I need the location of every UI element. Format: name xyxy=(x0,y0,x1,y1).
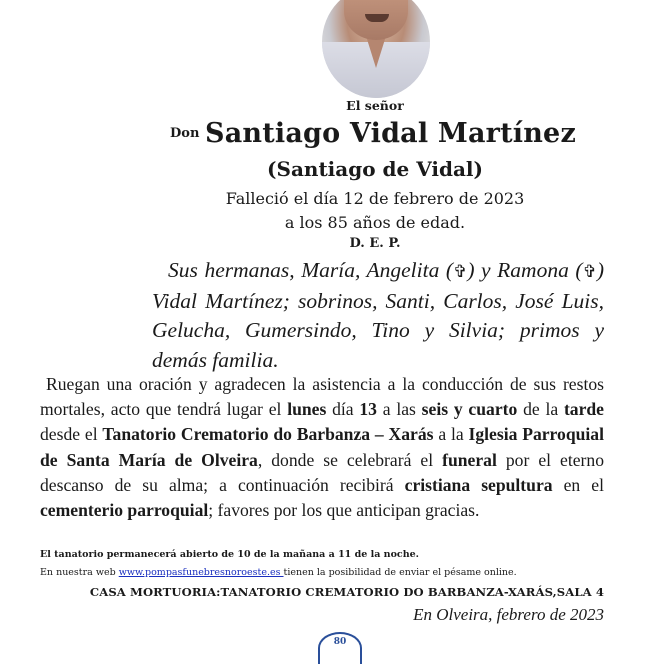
death-date: Falleció el día 12 de febrero de 2023 xyxy=(225,189,525,208)
ceremony-text: desde el xyxy=(40,424,103,445)
ceremony-text: a las xyxy=(376,399,422,420)
cross-icon: ✞ xyxy=(453,262,468,281)
logo-number: 80 xyxy=(333,637,347,647)
rip-text: D. E. P. xyxy=(349,236,401,251)
deceased-portrait xyxy=(322,0,430,98)
ceremony-paragraph xyxy=(40,372,604,523)
ceremony-text: de la xyxy=(517,399,564,420)
place-and-date: En Olveira, febrero de 2023 xyxy=(413,605,604,624)
mortuary-location: CASA MORTUORIA:TANATORIO CREMATORIO DO BARBANZA-XARÁS,SALA 4 xyxy=(89,585,604,599)
family-text-3: ) Vidal Martínez; sobrinos, Santi, Carlos, José Luis, Gelucha, Gumersindo, Tino y Silvia; primos y demás familia. xyxy=(152,258,604,372)
title-prefix: Don xyxy=(170,126,200,141)
deceased-name-line xyxy=(48,118,650,149)
burial-word: cristiana sepultura xyxy=(404,474,553,495)
church-name: Iglesia Parroquial de Santa María de Olveira xyxy=(40,424,604,470)
web-note-prefix: En nuestra web xyxy=(40,567,119,578)
family-text-1: Sus hermanas, María, Angelita ( xyxy=(168,258,454,282)
ceremony-text: en el xyxy=(552,474,604,495)
ceremony-day: lunes xyxy=(287,399,327,420)
ceremony-period: tarde xyxy=(563,399,604,420)
web-condolence-note xyxy=(40,567,517,578)
funeral-word: funeral xyxy=(442,449,497,470)
funeral-home: Tanatorio Crematorio do Barbanza – Xarás xyxy=(102,424,434,445)
ceremony-text: día xyxy=(326,399,360,420)
opening-hours-note: El tanatorio permanecerá abierto de 10 de la mañana a 11 de la noche. xyxy=(40,549,419,560)
family-paragraph xyxy=(152,256,604,375)
intro-text: El señor xyxy=(346,98,404,113)
ceremony-text: por el eterno descanso de su alma; a continuación recibirá xyxy=(40,449,605,495)
deceased-nickname: (Santiago de Vidal) xyxy=(267,157,483,181)
cross-icon: ✞ xyxy=(582,262,597,281)
ceremony-text: Ruegan una oración y agradecen la asistencia a la conducción de sus restos mortales, acto que tendrá lugar el xyxy=(40,374,604,420)
ceremony-text: ; favores por los que anticipan gracias. xyxy=(208,500,480,521)
web-note-suffix: tienen la posibilidad de enviar el pésame online. xyxy=(283,567,517,578)
ceremony-text: , donde se celebrará el xyxy=(257,449,443,470)
cemetery-name: cementerio parroquial xyxy=(40,500,209,521)
ceremony-time: seis y cuarto xyxy=(421,399,518,420)
ceremony-text: a la xyxy=(433,424,469,445)
age-at-death: a los 85 años de edad. xyxy=(284,213,466,232)
family-text-2: ) y Ramona ( xyxy=(467,258,583,282)
company-logo xyxy=(318,632,362,664)
deceased-name: Santiago Vidal Martínez xyxy=(205,118,576,149)
ceremony-date: 13 xyxy=(359,399,377,420)
website-link[interactable]: www.pompasfunebresnoroeste.es xyxy=(118,567,284,578)
